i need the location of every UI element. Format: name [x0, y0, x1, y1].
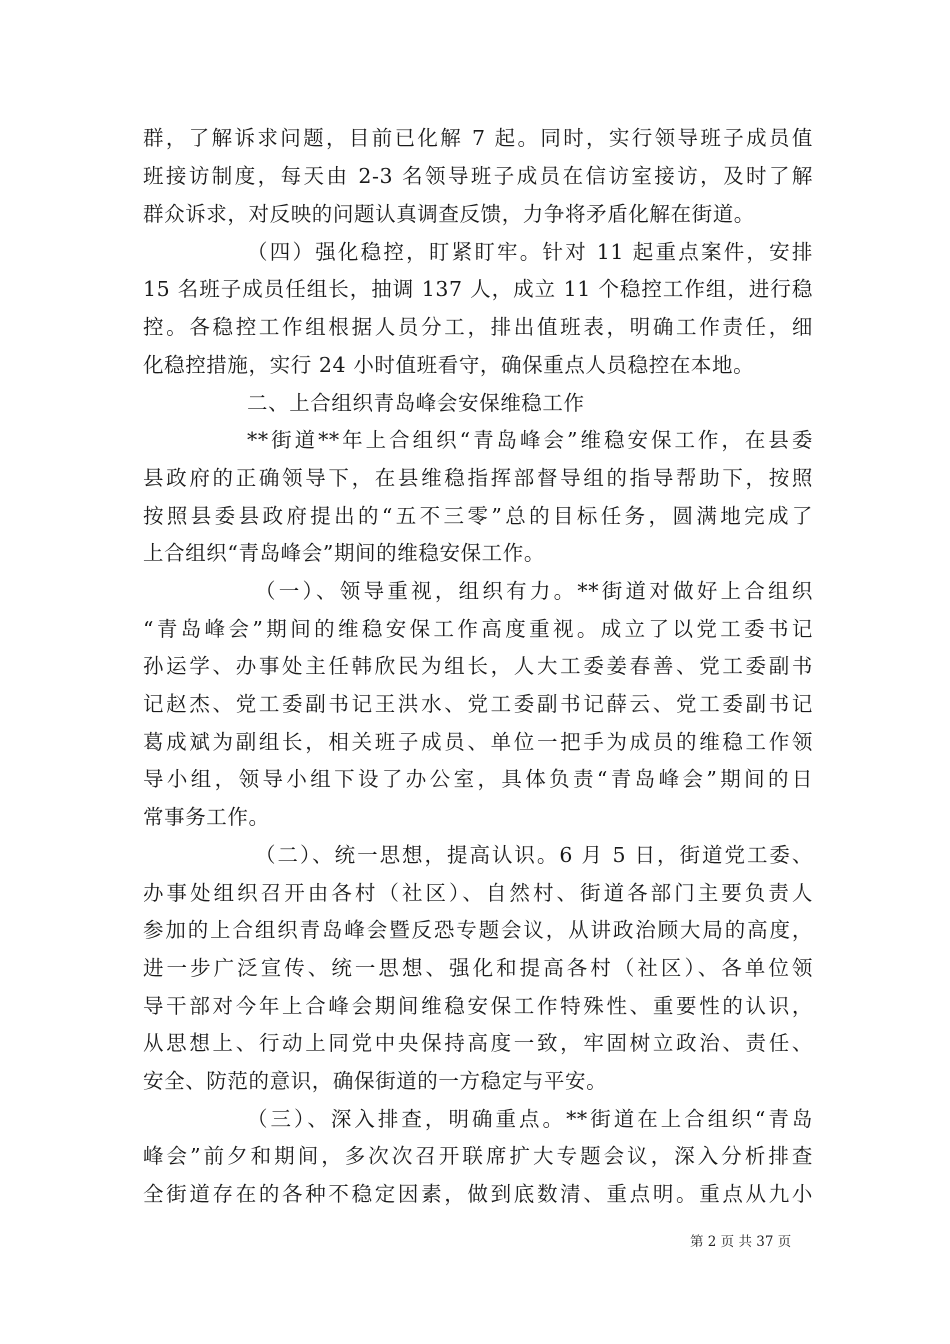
- text-line: 峰会”前夕和期间，多次次召开联席扩大专题会议，深入分析排查: [143, 1144, 813, 1168]
- text-line: 县政府的正确领导下，在县维稳指挥部督导组的指导帮助下，按照: [143, 466, 813, 490]
- text-line: 记赵杰、党工委副书记王洪水、党工委副书记薛云、党工委副书记: [143, 692, 813, 716]
- text-line: 常事务工作。: [143, 805, 270, 829]
- text-line: “青岛峰会”期间的维稳安保工作高度重视。成立了以党工委书记: [143, 617, 813, 641]
- paragraph-heading-2: （二）、统一思想，提高认识。6 月 5 日，街道党工委、: [255, 843, 813, 867]
- text-line: 安全、防范的意识，确保街道的一方稳定与平安。: [143, 1069, 608, 1093]
- text-line: 上合组织“青岛峰会”期间的维稳安保工作。: [143, 541, 545, 565]
- paragraph-heading-1: （一）、领导重视，组织有力。**街道对做好上合组织: [255, 579, 813, 603]
- text-line: 孙运学、办事处主任韩欣民为组长，人大工委姜春善、党工委副书: [143, 654, 813, 678]
- text-line: 全街道存在的各种不稳定因素，做到底数清、重点明。重点从九小: [143, 1182, 813, 1206]
- text-line: 按照县委县政府提出的“五不三零”总的目标任务，圆满地完成了: [143, 504, 813, 528]
- text-line: 化稳控措施，实行 24 小时值班看守，确保重点人员稳控在本地。: [143, 353, 755, 377]
- text-line: 办事处组织召开由各村（社区）、自然村、街道各部门主要负责人: [143, 881, 813, 905]
- page-number: 第 2 页 共 37 页: [690, 1234, 792, 1250]
- text-line: 群众诉求，对反映的问题认真调查反馈，力争将矛盾化解在街道。: [143, 202, 755, 226]
- text-line: 从思想上、行动上同党中央保持高度一致，牢固树立政治、责任、: [143, 1031, 813, 1055]
- text-line: 群，了解诉求问题，目前已化解 7 起。同时，实行领导班子成员值: [143, 126, 813, 150]
- paragraph-start: **街道**年上合组织“青岛峰会”维稳安保工作，在县委: [247, 428, 813, 452]
- paragraph-heading-3: （三）、深入排查，明确重点。**街道在上合组织“青岛: [247, 1107, 813, 1131]
- text-line: 导干部对今年上合峰会期间维稳安保工作特殊性、重要性的认识，: [143, 994, 813, 1018]
- text-line: 控。各稳控工作组根据人员分工，排出值班表，明确工作责任，细: [143, 315, 813, 339]
- section-heading: 二、上合组织青岛峰会安保维稳工作: [247, 391, 585, 415]
- text-line: 进一步广泛宣传、统一思想、强化和提高各村（社区）、各单位领: [143, 956, 813, 980]
- text-line: 葛成斌为副组长，相关班子成员、单位一把手为成员的维稳工作领: [143, 730, 813, 754]
- paragraph-heading-4: （四）强化稳控，盯紧盯牢。针对 11 起重点案件，安排: [247, 240, 813, 264]
- text-line: 参加的上合组织青岛峰会暨反恐专题会议，从讲政治顾大局的高度，: [143, 918, 813, 942]
- text-line: 导小组，领导小组下设了办公室，具体负责“青岛峰会”期间的日: [143, 767, 813, 791]
- text-line: 班接访制度，每天由 2-3 名领导班子成员在信访室接访，及时了解: [143, 164, 813, 188]
- text-line: 15 名班子成员任组长，抽调 137 人，成立 11 个稳控工作组，进行稳: [143, 277, 813, 301]
